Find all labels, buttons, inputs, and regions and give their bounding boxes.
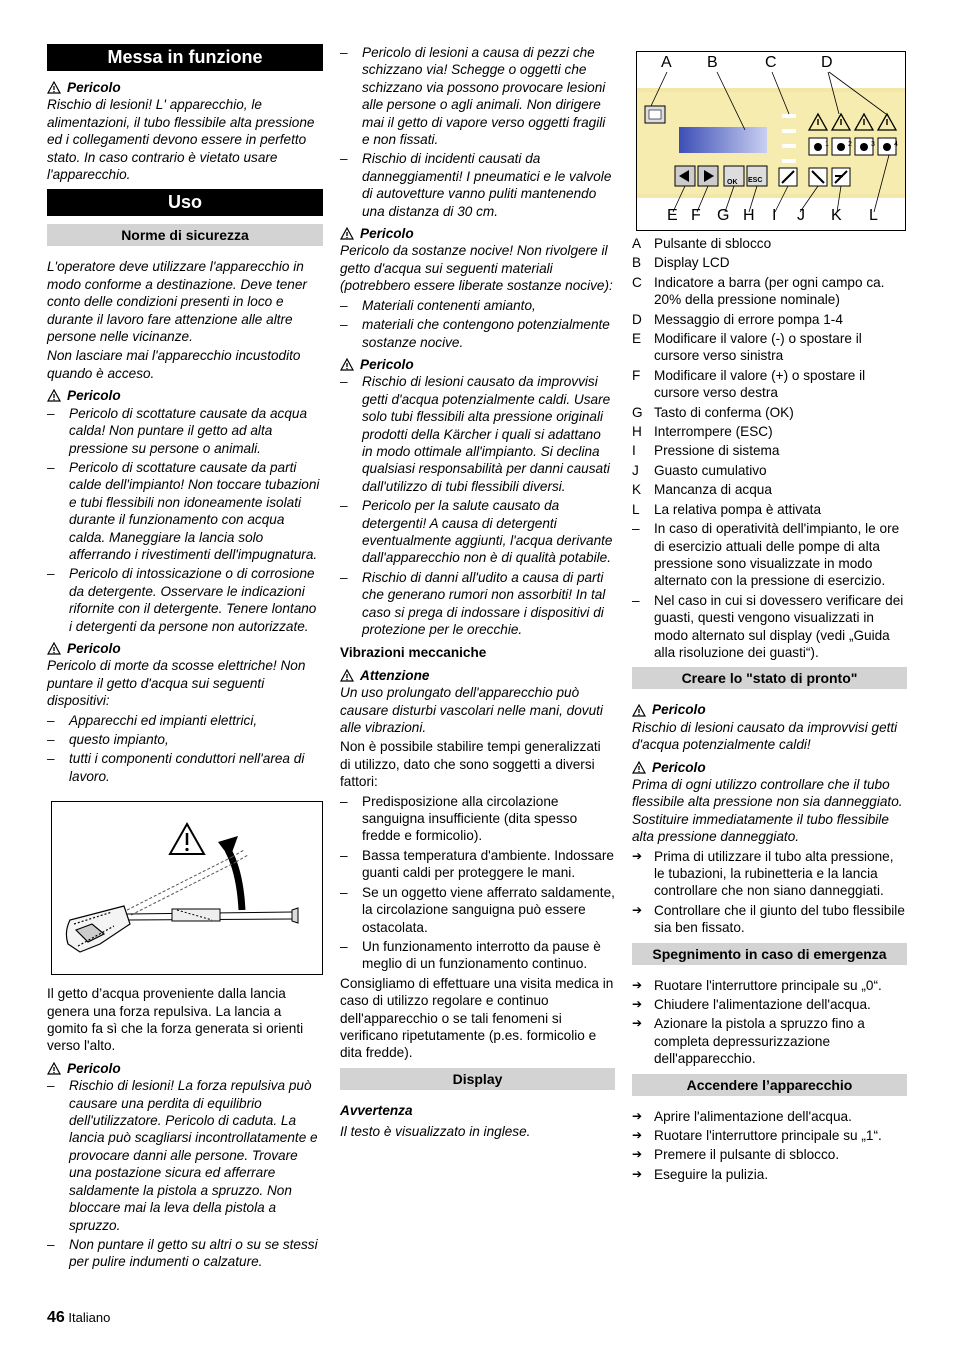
arrow-right-icon: ➔ — [632, 997, 643, 1012]
list-item: ➔ Eseguire la pulizia. — [632, 1166, 769, 1182]
panel-letter-l: L — [869, 207, 878, 224]
list-item: – Rischio di incidenti causati da danneggiamenti! I pneumatici e le valvole di autovetture vanno puliti mantenendo una distanza di 30 cm. — [340, 151, 612, 219]
paragraph: L'operatore deve utilizzare l'apparecchio in modo conforme a destinazione. Deve tener conto delle condizioni presenti in loco e durante il lavoro fare attenzione alle altre persone nelle vicinanze. — [47, 259, 307, 345]
warning-triangle-icon — [340, 227, 354, 240]
paragraph: Pericolo di morte da scosse elettriche! Non puntare il getto d'acqua sui seguenti dispositivi: — [47, 658, 306, 709]
esc-button-label: ESC — [748, 177, 763, 184]
column-1 — [47, 44, 323, 1273]
warning-triangle-icon — [170, 824, 204, 854]
warning-label: Pericolo — [47, 387, 323, 404]
legend-item: C Indicatore a barra (per ogni campo ca. 20% della pressione nominale) — [632, 274, 885, 308]
heading-norme-di-sicurezza: Norme di sicurezza — [47, 224, 323, 246]
column-2 — [340, 44, 615, 1143]
panel-letter-g: G — [717, 207, 730, 224]
list-item: ➔ Azionare la pistola a spruzzo fino a completa depressurizzazione dell'apparecchio. — [632, 1016, 865, 1067]
warning-triangle-icon — [47, 642, 61, 655]
column-3 — [632, 44, 907, 1185]
arrow-right-icon: ➔ — [632, 1128, 643, 1143]
warning-triangle-icon — [47, 389, 61, 402]
page-footer — [47, 1309, 110, 1327]
list-item: – Nel caso in cui si dovessero verificare dei guasti, questi vengono visualizzati in modo alternato sul display (vedi „Guida alla risoluzione dei guasti“). — [632, 592, 904, 660]
paragraph: Il getto d’acqua proveniente dalla lancia genera una forza repulsiva. La lancia a gomito fa sì che la forza generata si orienti verso l'alto. — [47, 986, 304, 1054]
dash-list — [340, 44, 615, 220]
arrow-list — [632, 1108, 907, 1184]
list-item: ➔ Controllare che il giunto del tubo flessibile sia ben fissato. — [632, 902, 905, 936]
arrow-right-icon: ➔ — [632, 848, 643, 863]
paragraph: Rischio di lesioni causato da improvvisi getti d'acqua potenzialmente caldi! — [632, 719, 898, 753]
list-item: – questo impianto, — [47, 732, 169, 747]
dash-list — [340, 297, 615, 351]
warning-label: Pericolo — [632, 701, 907, 718]
warning-triangle-icon — [632, 761, 646, 774]
list-item: – Pericolo di scottature causate da parti calde dell'impianto! Non toccare tubazioni e tubi flessibili non idoneamente isolati durante il funzionamento con acqua calda. Maneggiare la lancia solo afferrando i rivestimenti dell'impugnatura. — [47, 459, 320, 562]
panel-letter-f: F — [691, 207, 701, 224]
list-item: – tutti i componenti conduttori nell'area di lavoro. — [47, 751, 305, 784]
warning-label: Pericolo — [632, 759, 907, 776]
warning-label: Pericolo — [47, 79, 323, 96]
panel-letter-b: B — [707, 54, 718, 71]
legend-item: I Pressione di sistema — [632, 443, 780, 459]
list-item: ➔ Premere il pulsante di sblocco. — [632, 1147, 840, 1163]
list-item: ➔ Prima di utilizzare il tubo alta pressione, le tubazioni, la rubinetteria e la lancia controllare che non siano danneggiati. — [632, 848, 894, 899]
panel-letter-i: I — [772, 207, 777, 224]
list-item: – Un funzionamento interrotto da pause è meglio di un funzionamento continuo. — [340, 938, 601, 972]
list-item: – Apparecchi ed impianti elettrici, — [47, 712, 258, 728]
legend-item: E Modificare il valore (-) o spostare il cursore verso sinistra — [632, 331, 862, 364]
page-language: Italiano — [68, 1310, 111, 1325]
paragraph: Il testo è visualizzato in inglese. — [340, 1124, 531, 1140]
dash-list — [47, 712, 323, 786]
pump-number: 2 — [848, 141, 852, 148]
paragraph: Consigliamo di effettuare una visita medica in caso di utilizzo regolare e continuo dell'apparecchio o se tali fenomeni si verificano ripetutamente (p.es. formicolio e dita fredde). — [340, 975, 614, 1061]
list-item: – Materiali contenenti amianto, — [340, 297, 536, 313]
dash-list — [340, 793, 615, 973]
ok-button-label: OK — [727, 179, 738, 186]
arrow-right-icon: ➔ — [632, 1016, 643, 1031]
legend-item: B Display LCD — [632, 255, 730, 271]
pump-number: 4 — [894, 141, 898, 148]
paragraph: Pericolo da sostanze nocive! Non rivolgere il getto d'acqua sui seguenti materiali (potrebbero essere liberate sostanze nocive): — [340, 243, 613, 294]
arrow-right-icon: ➔ — [632, 1166, 643, 1181]
panel-letter-j: J — [797, 207, 805, 224]
heading-stato-di-pronto: Creare lo "stato di pronto" — [632, 667, 907, 689]
panel-letter-e: E — [667, 207, 678, 224]
warning-triangle-icon — [47, 1062, 61, 1075]
legend-item: D Messaggio di errore pompa 1-4 — [632, 311, 843, 327]
list-item: ➔ Aprire l'alimentazione dell'acqua. — [632, 1108, 852, 1124]
list-item: – Se un oggetto viene afferrato saldamente, la circolazione sanguigna può essere ostacolata. — [340, 884, 615, 935]
arrow-list — [632, 848, 907, 937]
control-panel-figure — [636, 51, 906, 231]
arrow-right-icon: ➔ — [632, 1147, 643, 1162]
list-item: – In caso di operatività dell'impianto, le ore di esercizio attuali delle pompe di alta pressione sono visualizzate in modo alternato con la pressione di esercizio. — [632, 521, 900, 589]
list-item: ➔ Ruotare l'interruttore principale su „1“. — [632, 1128, 882, 1144]
paragraph: Un uso prolungato dell'apparecchio può causare disturbi vascolari nelle mani, dovuti alle vibrazioni. — [340, 685, 603, 736]
page-number: 46 — [47, 1309, 65, 1326]
dash-list — [47, 1077, 323, 1270]
legend-item: L La relativa pompa è attivata — [632, 501, 822, 517]
legend-list — [632, 235, 907, 518]
list-item: – materiali che contengono potenzialmente sostanze nocive. — [340, 317, 610, 350]
panel-letter-c: C — [765, 54, 777, 71]
warning-triangle-icon — [340, 358, 354, 371]
list-item: – Non puntare il getto su altri o su se stessi per pulire indumenti o calzature. — [47, 1236, 318, 1270]
pump-number: 3 — [871, 141, 875, 148]
arrow-right-icon: ➔ — [632, 1108, 643, 1123]
panel-letter-a: A — [661, 54, 672, 71]
list-item: – Predisposizione alla circolazione sanguigna insufficiente (dita spesso fredde e formicolio). — [340, 793, 578, 844]
legend-item: K Mancanza di acqua — [632, 482, 772, 498]
dash-list — [47, 405, 323, 635]
paragraph: Non lasciare mai l'apparecchio incustodito quando è acceso. — [47, 348, 301, 381]
warning-label: Pericolo — [340, 225, 615, 242]
list-item: – Rischio di danni all'udito a causa di parti che generano rumori non assorbiti! In tal caso si prega di indossare i dispositivi di protezione per le orecchie. — [340, 569, 606, 637]
paragraph: Prima di ogni utilizzo controllare che il tubo flessibile alta pressione non sia danneggiato. Sostituire immediatamente il tubo flessibile alta pressione danneggiato. — [632, 776, 903, 845]
legend-item: G Tasto di conferma (OK) — [632, 404, 794, 420]
heading-display: Display — [340, 1068, 615, 1090]
legend-item: H Interrompere (ESC) — [632, 424, 773, 440]
arrow-right-icon: ➔ — [632, 977, 643, 992]
list-item: – Pericolo di scottature causate da acqua calda! Non puntare il getto ad alta pressione su persone o animali. — [47, 405, 308, 456]
warning-triangle-icon — [340, 669, 354, 682]
heading-emergenza: Spegnimento in caso di emergenza — [632, 943, 907, 965]
paragraph: Rischio di lesioni! L' apparecchio, le alimentazioni, il tubo flessibile alta pressione ed i collegamenti devono essere in perfetto stato. In caso contrario è vietato usare l'apparecchio. — [47, 97, 315, 183]
warning-label: Attenzione — [340, 667, 615, 684]
arrow-right-icon: ➔ — [632, 902, 643, 917]
warning-label: Pericolo — [340, 356, 615, 373]
heading-accendere: Accendere l’apparecchio — [632, 1074, 907, 1096]
heading-uso: Uso — [47, 189, 323, 216]
list-item: – Bassa temperatura d'ambiente. Indossare guanti caldi per proteggere le mani. — [340, 847, 614, 881]
spray-lance-figure — [51, 801, 323, 975]
panel-letter-d: D — [821, 54, 833, 71]
list-item: – Pericolo di lesioni a causa di pezzi che schizzano via! Schegge o oggetti che schizzano via possono provocare lesioni alle persone o agli animali. Non dirigere mai il getto di vapore verso oggetti fragili e non fissati. — [340, 45, 606, 148]
legend-item: F Modificare il valore (+) o spostare il cursore verso destra — [632, 367, 866, 401]
warning-label: Pericolo — [47, 640, 323, 657]
list-item: ➔ Chiudere l'alimentazione dell'acqua. — [632, 997, 871, 1013]
legend-item: A Pulsante di sblocco — [632, 236, 772, 251]
heading-messa-in-funzione: Messa in funzione — [47, 44, 323, 71]
paragraph: Non è possibile stabilire tempi generalizzati di utilizzo, dato che sono soggetti a diversi fattori: — [340, 739, 601, 790]
lcd-display — [679, 127, 767, 153]
upward-arrow-icon — [218, 836, 242, 910]
unlock-button-icon — [645, 106, 665, 123]
panel-letter-h: H — [743, 207, 755, 224]
pump-number: 1 — [825, 141, 829, 148]
arrow-list — [632, 977, 907, 1068]
note-title: Avvertenza — [340, 1102, 413, 1118]
list-item: – Pericolo per la salute causato da detergenti! A causa di detergenti eventualmente aggiunti, l'acqua derivante dall'apparecchio non è di qualità potabile. — [340, 498, 613, 566]
subheading-vibrazioni: Vibrazioni meccaniche — [340, 645, 487, 661]
list-item: – Pericolo di intossicazione o di corrosione da detergente. Osservare le indicazioni rifornite con il detergente. Tenere lontano i detergenti da persone non autorizzate. — [47, 566, 317, 634]
warning-triangle-icon — [47, 81, 61, 94]
warning-triangle-icon — [632, 704, 646, 717]
dash-list — [340, 373, 615, 638]
panel-letter-k: K — [831, 207, 842, 224]
list-item: ➔ Ruotare l'interruttore principale su „0“. — [632, 977, 882, 993]
legend-item: J Guasto cumulativo — [632, 462, 767, 478]
dash-list — [632, 520, 907, 661]
warning-label: Pericolo — [47, 1060, 323, 1077]
list-item: – Rischio di lesioni causato da improvvisi getti d'acqua potenzialmente caldi. Usare solo tubi flessibili alta pressione originali prodotti della Kärcher i quali si adattano in modo ottimale all'impianto. Si declina qualsiasi responsabilità per danni causati dall'utilizzo di tubi flessibili diversi. — [340, 374, 611, 494]
list-item: – Rischio di lesioni! La forza repulsiva può causare una perdita di equilibrio dell'utilizzatore. Pericolo di caduta. La lancia può scagliarsi incontrollatamente e provocare danni alle persone. Trovare una postazione sicura ed afferrare saldamente la pistola a spruzzo. Non bloccare mai la leva della pistola a spruzzo. — [47, 1078, 318, 1233]
